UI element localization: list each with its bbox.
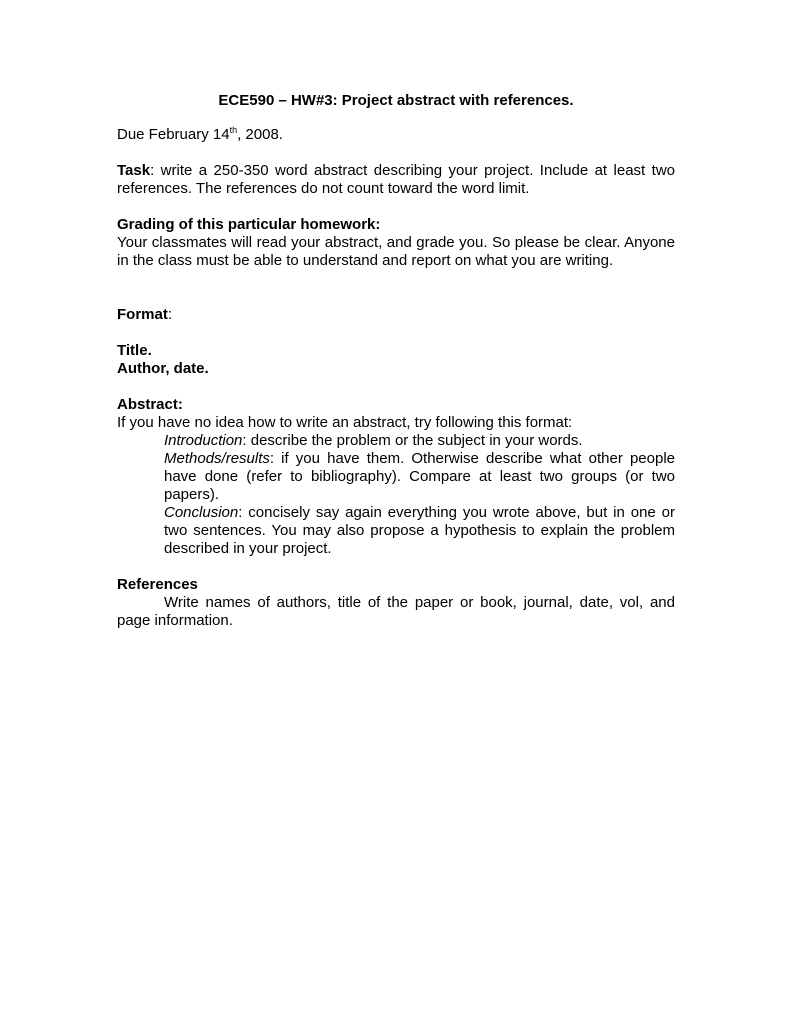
abstract-item-term: Methods/results (164, 450, 270, 467)
document-title: ECE590 – HW#3: Project abstract with references. (218, 92, 574, 109)
title-line: Title. (117, 342, 152, 359)
due-date (117, 126, 675, 144)
task-paragraph (117, 162, 675, 198)
abstract-item-conclusion (117, 504, 675, 558)
grading-text: Your classmates will read your abstract, and grade you. So please be clear. Anyone in the class must be able to understand and report on what you are writing. (117, 234, 675, 269)
task-text: : write a 250-350 word abstract describing your project. Include at least two references. The references do not count toward the word limit. (117, 162, 675, 197)
abstract-item-methods (117, 450, 675, 504)
abstract-item-term: Introduction (164, 432, 243, 449)
author-line: Author, date. (117, 360, 209, 377)
due-date-prefix: Due February 14 (117, 126, 230, 143)
abstract-item-term: Conclusion (164, 504, 239, 521)
due-date-suffix: , 2008. (237, 126, 283, 143)
abstract-intro: If you have no idea how to write an abstract, try following this format: (117, 414, 573, 431)
references-heading: References (117, 576, 198, 593)
task-label: Task (117, 162, 151, 179)
grading-heading: Grading of this particular homework: (117, 216, 381, 233)
format-line (117, 306, 675, 324)
abstract-item-text: : describe the problem or the subject in your words. (242, 432, 583, 449)
format-colon: : (167, 306, 173, 323)
abstract-heading: Abstract: (117, 396, 183, 413)
due-date-superscript: th (229, 125, 238, 135)
references-text: Write names of authors, title of the paper or book, journal, date, vol, and page information. (117, 594, 675, 629)
abstract-item-text: : concisely say again everything you wrote above, but in one or two sentences. You may also propose a hypothesis to explain the problem described in your project. (164, 504, 675, 557)
document-page (117, 92, 675, 630)
abstract-item-text: : if you have them. Otherwise describe what other people have done (refer to bibliography). Compare at least two groups (or two papers). (164, 450, 675, 503)
abstract-item-introduction (117, 432, 675, 450)
format-label: Format (117, 306, 168, 323)
